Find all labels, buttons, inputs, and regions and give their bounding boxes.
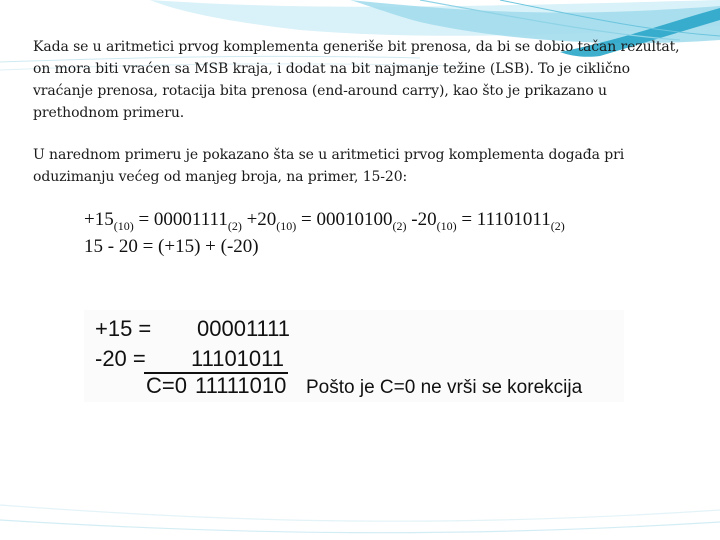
formula-subtraction: 15 - 20 = (+15) + (-20): [84, 236, 259, 257]
formula-b-eq: = 00010100: [301, 209, 393, 230]
formula-c-value: -20: [411, 209, 437, 230]
formula-a-value: +15: [84, 209, 114, 230]
formula-b-base: (10): [276, 219, 297, 233]
formula-c-bin-base: (2): [550, 219, 565, 233]
calc-row1-value: 00001111: [197, 316, 290, 341]
wave-bottom-line-2: [0, 520, 720, 533]
wave-bottom-line-1: [0, 505, 720, 521]
formula-a-bin-base: (2): [227, 219, 242, 233]
calc-result-value: 11111010: [195, 373, 287, 398]
formula-a-eq: = 00001111: [138, 209, 228, 230]
formula-b-value: +20: [246, 209, 277, 230]
calc-row2-value: 11101011: [191, 346, 284, 371]
calc-row2-label: -20 =: [95, 346, 146, 371]
formula-c-eq: = 11101011: [461, 209, 551, 230]
formula-binary-conversions: [84, 209, 565, 231]
paragraph-example-intro: U narednom primeru je pokazano šta se u aritmetici prvog komplementa događa pri oduzimanju većeg od manjeg broja, na primer, 15-20:: [33, 147, 625, 185]
calc-row1-label: +15 =: [95, 316, 152, 341]
formula-a-base: (10): [113, 219, 134, 233]
calculation-image: [84, 310, 624, 402]
calc-note: Pošto je C=0 ne vrši se korekcija: [306, 377, 583, 398]
formula-b-bin-base: (2): [392, 219, 407, 233]
formula-c-base: (10): [436, 219, 457, 233]
paragraph-end-around-carry: Kada se u aritmetici prvog komplementa generiše bit prenosa, da bi se dobio tačan rezultat, on mora biti vraćen sa MSB kraja, i dodat na bit najmanje težine (LSB). To je ciklično vraćanje prenosa, rotacija bita prenosa (end-around carry), kao što je prikazano u prethodnom primeru.: [33, 39, 680, 121]
calc-carry-label: C=0: [146, 373, 187, 398]
